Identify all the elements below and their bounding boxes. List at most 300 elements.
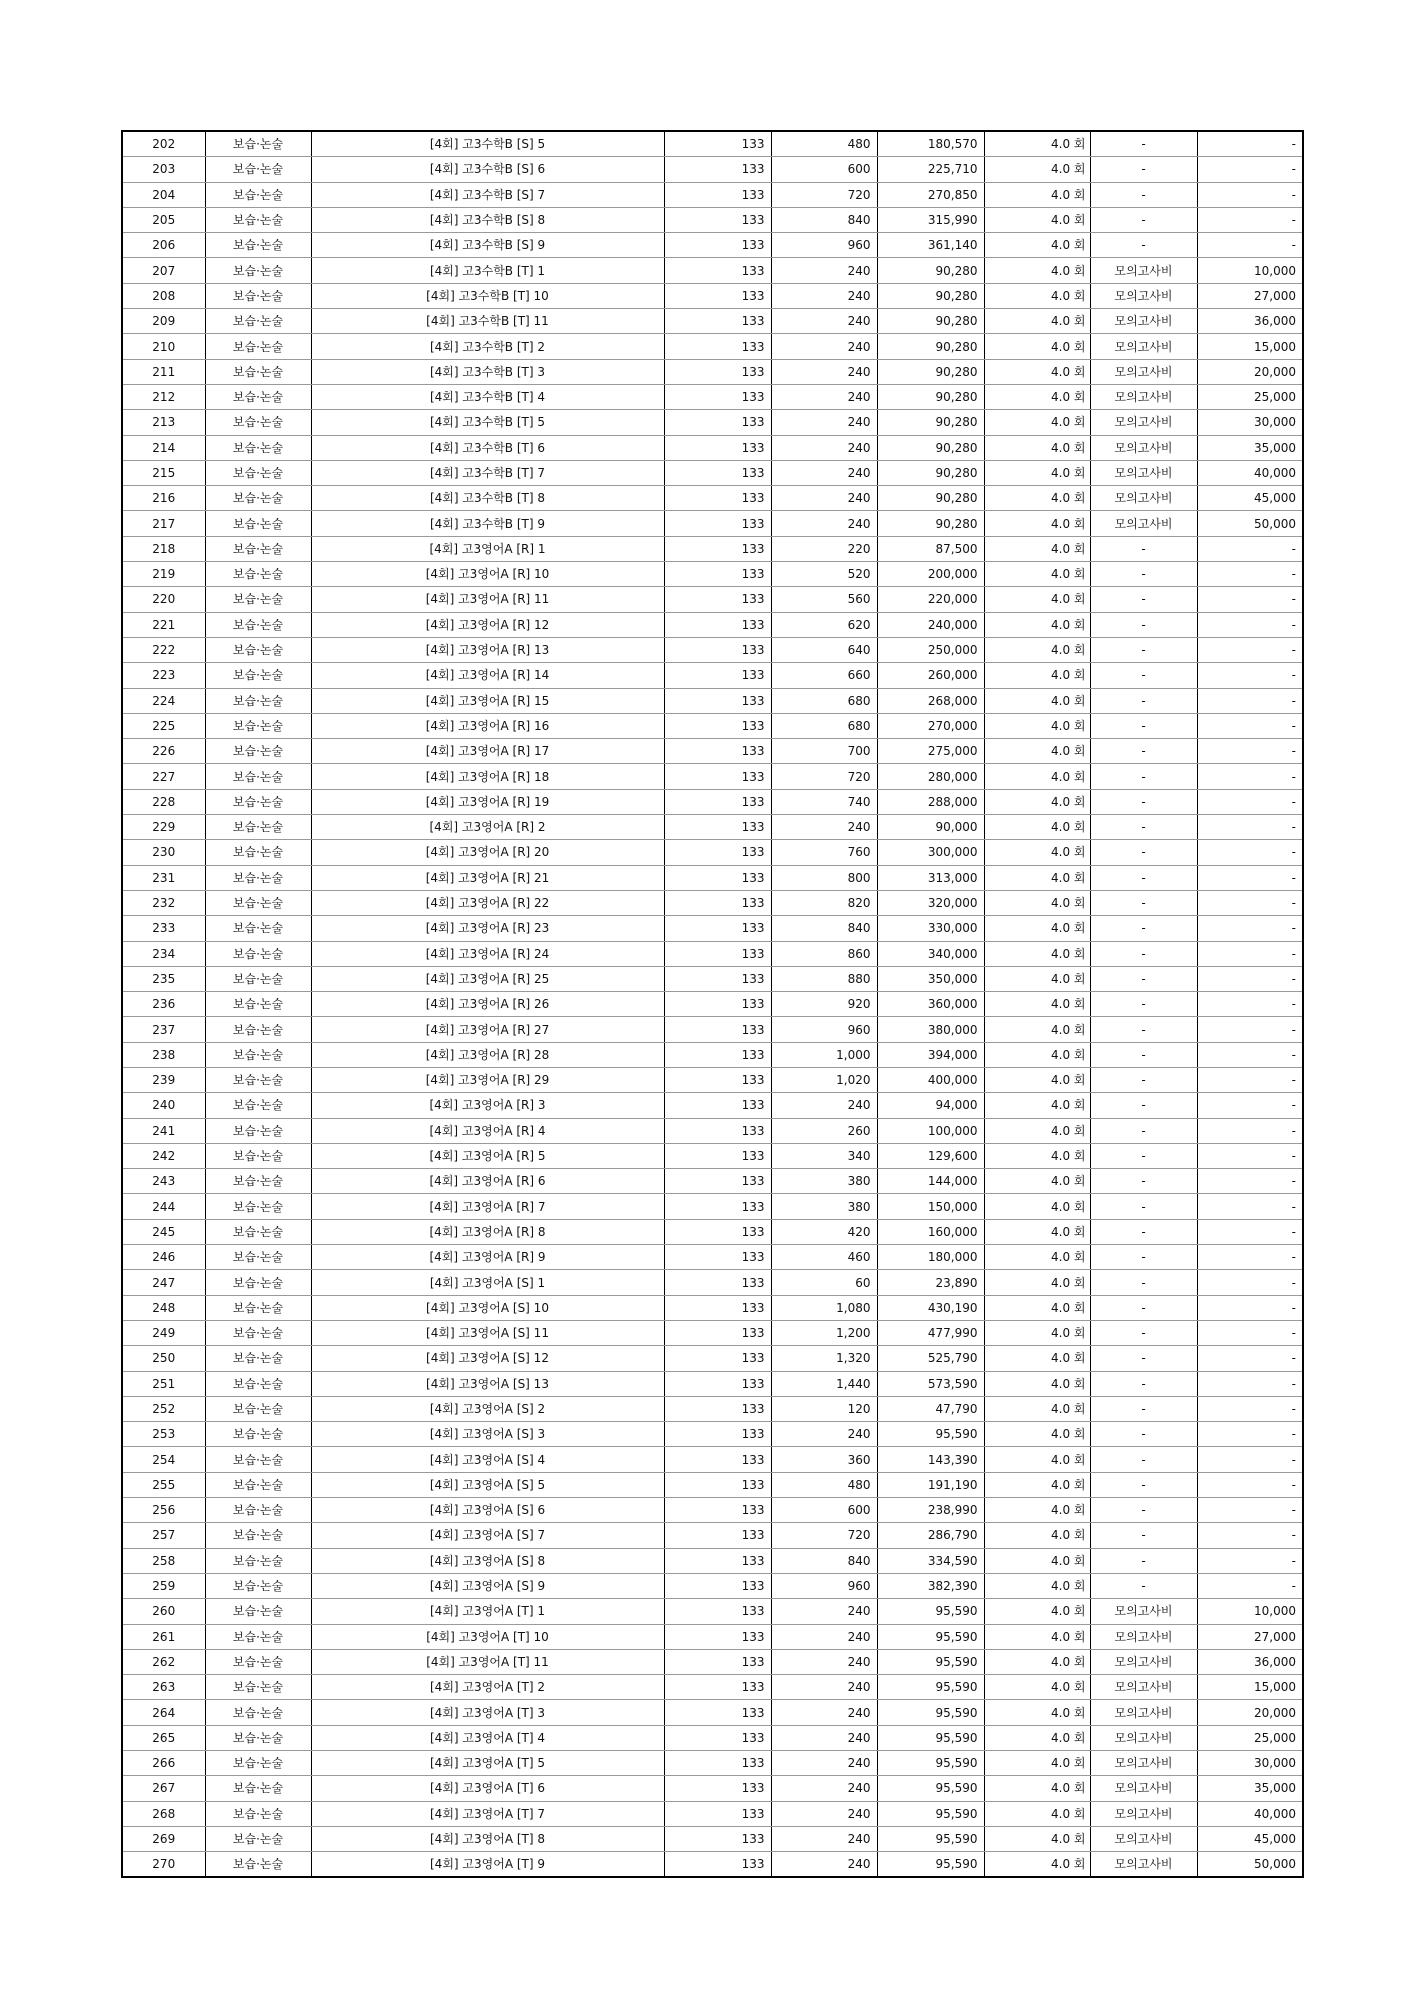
tuition-cell: 300,000: [877, 840, 984, 865]
course-code-cell: 133: [664, 840, 771, 865]
course-name-cell: [4회] 고3영어A [T] 8: [311, 1826, 664, 1851]
row-number-cell: 266: [122, 1751, 205, 1776]
extra-fee-type-cell: 모의고사비: [1090, 460, 1197, 485]
course-code-cell: 133: [664, 1371, 771, 1396]
table-row: [122, 435, 1303, 460]
tuition-cell: 87,500: [877, 536, 984, 561]
course-code-cell: 133: [664, 1624, 771, 1649]
course-name-cell: [4회] 고3수학B [T] 10: [311, 283, 664, 308]
course-name-cell: [4회] 고3영어A [R] 12: [311, 612, 664, 637]
table-row: [122, 612, 1303, 637]
minutes-cell: 800: [771, 865, 877, 890]
extra-fee-amount-cell: -: [1197, 1042, 1303, 1067]
table-row: [122, 1599, 1303, 1624]
tuition-cell: 90,280: [877, 384, 984, 409]
row-number-cell: 239: [122, 1067, 205, 1092]
table-row: [122, 1169, 1303, 1194]
extra-fee-type-cell: -: [1090, 739, 1197, 764]
minutes-cell: 960: [771, 1017, 877, 1042]
course-code-cell: 133: [664, 1599, 771, 1624]
session-count-cell: 4.0 회: [984, 283, 1090, 308]
session-count-cell: 4.0 회: [984, 435, 1090, 460]
table-row: [122, 1042, 1303, 1067]
category-cell: 보습·논술: [205, 840, 311, 865]
extra-fee-amount-cell: -: [1197, 1017, 1303, 1042]
tuition-cell: 90,280: [877, 435, 984, 460]
category-cell: 보습·논술: [205, 1498, 311, 1523]
course-name-cell: [4회] 고3영어A [R] 7: [311, 1194, 664, 1219]
course-name-cell: [4회] 고3영어A [R] 21: [311, 865, 664, 890]
course-name-cell: [4회] 고3수학B [T] 11: [311, 309, 664, 334]
row-number-cell: 234: [122, 941, 205, 966]
session-count-cell: 4.0 회: [984, 1118, 1090, 1143]
table-row: [122, 1396, 1303, 1421]
extra-fee-amount-cell: -: [1197, 941, 1303, 966]
table-row: [122, 1067, 1303, 1092]
extra-fee-type-cell: -: [1090, 612, 1197, 637]
course-code-cell: 133: [664, 688, 771, 713]
course-code-cell: 133: [664, 1725, 771, 1750]
course-name-cell: [4회] 고3수학B [T] 3: [311, 359, 664, 384]
extra-fee-amount-cell: -: [1197, 1472, 1303, 1497]
extra-fee-amount-cell: -: [1197, 1295, 1303, 1320]
course-code-cell: 133: [664, 233, 771, 258]
row-number-cell: 222: [122, 637, 205, 662]
extra-fee-amount-cell: 36,000: [1197, 309, 1303, 334]
minutes-cell: 240: [771, 486, 877, 511]
extra-fee-type-cell: -: [1090, 1118, 1197, 1143]
extra-fee-amount-cell: -: [1197, 157, 1303, 182]
course-name-cell: [4회] 고3영어A [R] 8: [311, 1219, 664, 1244]
extra-fee-type-cell: -: [1090, 764, 1197, 789]
category-cell: 보습·논술: [205, 283, 311, 308]
course-name-cell: [4회] 고3영어A [R] 16: [311, 713, 664, 738]
course-code-cell: 133: [664, 992, 771, 1017]
tuition-cell: 573,590: [877, 1371, 984, 1396]
table-row: [122, 1118, 1303, 1143]
category-cell: 보습·논술: [205, 916, 311, 941]
tuition-cell: 90,280: [877, 486, 984, 511]
minutes-cell: 240: [771, 1725, 877, 1750]
row-number-cell: 250: [122, 1346, 205, 1371]
category-cell: 보습·논술: [205, 789, 311, 814]
course-name-cell: [4회] 고3영어A [S] 3: [311, 1422, 664, 1447]
tuition-cell: 270,000: [877, 713, 984, 738]
extra-fee-type-cell: -: [1090, 890, 1197, 915]
category-cell: 보습·논술: [205, 764, 311, 789]
course-code-cell: 133: [664, 410, 771, 435]
extra-fee-amount-cell: -: [1197, 840, 1303, 865]
course-name-cell: [4회] 고3영어A [T] 5: [311, 1751, 664, 1776]
course-name-cell: [4회] 고3영어A [S] 2: [311, 1396, 664, 1421]
category-cell: 보습·논술: [205, 207, 311, 232]
course-name-cell: [4회] 고3영어A [R] 3: [311, 1093, 664, 1118]
tuition-cell: 288,000: [877, 789, 984, 814]
minutes-cell: 240: [771, 1776, 877, 1801]
course-name-cell: [4회] 고3영어A [R] 1: [311, 536, 664, 561]
row-number-cell: 233: [122, 916, 205, 941]
category-cell: 보습·논술: [205, 1472, 311, 1497]
tuition-cell: 95,590: [877, 1675, 984, 1700]
course-name-cell: [4회] 고3영어A [S] 6: [311, 1498, 664, 1523]
row-number-cell: 254: [122, 1447, 205, 1472]
session-count-cell: 4.0 회: [984, 764, 1090, 789]
session-count-cell: 4.0 회: [984, 1143, 1090, 1168]
session-count-cell: 4.0 회: [984, 688, 1090, 713]
tuition-cell: 330,000: [877, 916, 984, 941]
course-code-cell: 133: [664, 1447, 771, 1472]
table-row: [122, 1093, 1303, 1118]
row-number-cell: 256: [122, 1498, 205, 1523]
row-number-cell: 253: [122, 1422, 205, 1447]
table-row: [122, 182, 1303, 207]
category-cell: 보습·논술: [205, 1169, 311, 1194]
minutes-cell: 660: [771, 663, 877, 688]
category-cell: 보습·논술: [205, 815, 311, 840]
tuition-cell: 382,390: [877, 1573, 984, 1598]
session-count-cell: 4.0 회: [984, 233, 1090, 258]
extra-fee-type-cell: -: [1090, 1447, 1197, 1472]
course-name-cell: [4회] 고3수학B [T] 1: [311, 258, 664, 283]
course-name-cell: [4회] 고3영어A [R] 29: [311, 1067, 664, 1092]
session-count-cell: 4.0 회: [984, 713, 1090, 738]
table-row: [122, 1675, 1303, 1700]
table-row: [122, 1523, 1303, 1548]
extra-fee-type-cell: 모의고사비: [1090, 1675, 1197, 1700]
course-name-cell: [4회] 고3수학B [T] 7: [311, 460, 664, 485]
tuition-cell: 315,990: [877, 207, 984, 232]
minutes-cell: 380: [771, 1194, 877, 1219]
row-number-cell: 245: [122, 1219, 205, 1244]
extra-fee-type-cell: -: [1090, 663, 1197, 688]
session-count-cell: 4.0 회: [984, 384, 1090, 409]
course-code-cell: 133: [664, 1067, 771, 1092]
tuition-cell: 95,590: [877, 1624, 984, 1649]
course-name-cell: [4회] 고3영어A [S] 7: [311, 1523, 664, 1548]
course-name-cell: [4회] 고3영어A [R] 19: [311, 789, 664, 814]
session-count-cell: 4.0 회: [984, 890, 1090, 915]
course-code-cell: 133: [664, 1801, 771, 1826]
row-number-cell: 255: [122, 1472, 205, 1497]
session-count-cell: 4.0 회: [984, 789, 1090, 814]
course-code-cell: 133: [664, 359, 771, 384]
row-number-cell: 267: [122, 1776, 205, 1801]
extra-fee-type-cell: -: [1090, 536, 1197, 561]
course-code-cell: 133: [664, 258, 771, 283]
tuition-cell: 225,710: [877, 157, 984, 182]
session-count-cell: 4.0 회: [984, 562, 1090, 587]
table-row: [122, 739, 1303, 764]
table-row: [122, 637, 1303, 662]
tuition-cell: 150,000: [877, 1194, 984, 1219]
row-number-cell: 208: [122, 283, 205, 308]
course-code-cell: 133: [664, 1573, 771, 1598]
minutes-cell: 460: [771, 1245, 877, 1270]
minutes-cell: 240: [771, 1700, 877, 1725]
minutes-cell: 1,020: [771, 1067, 877, 1092]
course-name-cell: [4회] 고3영어A [R] 20: [311, 840, 664, 865]
extra-fee-type-cell: 모의고사비: [1090, 258, 1197, 283]
minutes-cell: 420: [771, 1219, 877, 1244]
table-row: [122, 713, 1303, 738]
tuition-cell: 90,280: [877, 460, 984, 485]
tuition-cell: 268,000: [877, 688, 984, 713]
extra-fee-amount-cell: -: [1197, 1270, 1303, 1295]
table-row: [122, 283, 1303, 308]
minutes-cell: 760: [771, 840, 877, 865]
course-name-cell: [4회] 고3영어A [R] 27: [311, 1017, 664, 1042]
extra-fee-type-cell: -: [1090, 131, 1197, 157]
course-name-cell: [4회] 고3수학B [S] 6: [311, 157, 664, 182]
row-number-cell: 258: [122, 1548, 205, 1573]
extra-fee-amount-cell: -: [1197, 1573, 1303, 1598]
table-row: [122, 1346, 1303, 1371]
extra-fee-amount-cell: 50,000: [1197, 511, 1303, 536]
course-code-cell: 133: [664, 207, 771, 232]
session-count-cell: 4.0 회: [984, 1649, 1090, 1674]
tuition-cell: 129,600: [877, 1143, 984, 1168]
course-name-cell: [4회] 고3영어A [T] 4: [311, 1725, 664, 1750]
minutes-cell: 520: [771, 562, 877, 587]
minutes-cell: 240: [771, 1624, 877, 1649]
table-row: [122, 207, 1303, 232]
extra-fee-type-cell: -: [1090, 1573, 1197, 1598]
table-row: [122, 1422, 1303, 1447]
session-count-cell: 4.0 회: [984, 309, 1090, 334]
course-code-cell: 133: [664, 789, 771, 814]
extra-fee-amount-cell: 20,000: [1197, 1700, 1303, 1725]
category-cell: 보습·논술: [205, 1649, 311, 1674]
session-count-cell: 4.0 회: [984, 1346, 1090, 1371]
row-number-cell: 257: [122, 1523, 205, 1548]
category-cell: 보습·논술: [205, 1396, 311, 1421]
extra-fee-amount-cell: 35,000: [1197, 435, 1303, 460]
category-cell: 보습·논술: [205, 1093, 311, 1118]
category-cell: 보습·논술: [205, 1700, 311, 1725]
session-count-cell: 4.0 회: [984, 612, 1090, 637]
tuition-cell: 238,990: [877, 1498, 984, 1523]
course-code-cell: 133: [664, 1472, 771, 1497]
category-cell: 보습·논술: [205, 1245, 311, 1270]
extra-fee-type-cell: 모의고사비: [1090, 384, 1197, 409]
extra-fee-amount-cell: -: [1197, 1447, 1303, 1472]
extra-fee-amount-cell: -: [1197, 536, 1303, 561]
course-code-cell: 133: [664, 1523, 771, 1548]
row-number-cell: 204: [122, 182, 205, 207]
category-cell: 보습·논술: [205, 941, 311, 966]
tuition-cell: 160,000: [877, 1219, 984, 1244]
minutes-cell: 240: [771, 1675, 877, 1700]
row-number-cell: 216: [122, 486, 205, 511]
extra-fee-type-cell: -: [1090, 1067, 1197, 1092]
course-code-cell: 133: [664, 713, 771, 738]
tuition-table: [121, 130, 1302, 1878]
extra-fee-amount-cell: 45,000: [1197, 486, 1303, 511]
course-name-cell: [4회] 고3영어A [T] 3: [311, 1700, 664, 1725]
category-cell: 보습·논술: [205, 536, 311, 561]
minutes-cell: 680: [771, 688, 877, 713]
extra-fee-amount-cell: -: [1197, 637, 1303, 662]
extra-fee-amount-cell: 35,000: [1197, 1776, 1303, 1801]
minutes-cell: 1,080: [771, 1295, 877, 1320]
course-code-cell: 133: [664, 1219, 771, 1244]
session-count-cell: 4.0 회: [984, 840, 1090, 865]
extra-fee-type-cell: 모의고사비: [1090, 511, 1197, 536]
category-cell: 보습·논술: [205, 562, 311, 587]
session-count-cell: 4.0 회: [984, 1295, 1090, 1320]
data-table: [121, 130, 1304, 1878]
extra-fee-type-cell: -: [1090, 966, 1197, 991]
row-number-cell: 220: [122, 587, 205, 612]
category-cell: 보습·논술: [205, 1624, 311, 1649]
table-row: [122, 562, 1303, 587]
category-cell: 보습·논술: [205, 1320, 311, 1345]
category-cell: 보습·논술: [205, 1447, 311, 1472]
tuition-cell: 286,790: [877, 1523, 984, 1548]
table-row: [122, 815, 1303, 840]
tuition-cell: 240,000: [877, 612, 984, 637]
category-cell: 보습·논술: [205, 865, 311, 890]
course-code-cell: 133: [664, 890, 771, 915]
row-number-cell: 210: [122, 334, 205, 359]
tuition-cell: 380,000: [877, 1017, 984, 1042]
extra-fee-type-cell: -: [1090, 916, 1197, 941]
category-cell: 보습·논술: [205, 1042, 311, 1067]
table-row: [122, 131, 1303, 157]
tuition-cell: 95,590: [877, 1599, 984, 1624]
row-number-cell: 209: [122, 309, 205, 334]
row-number-cell: 221: [122, 612, 205, 637]
extra-fee-amount-cell: 20,000: [1197, 359, 1303, 384]
category-cell: 보습·논술: [205, 890, 311, 915]
row-number-cell: 260: [122, 1599, 205, 1624]
extra-fee-amount-cell: -: [1197, 562, 1303, 587]
extra-fee-amount-cell: -: [1197, 612, 1303, 637]
session-count-cell: 4.0 회: [984, 1573, 1090, 1598]
tuition-cell: 95,590: [877, 1725, 984, 1750]
tuition-cell: 394,000: [877, 1042, 984, 1067]
session-count-cell: 4.0 회: [984, 1751, 1090, 1776]
row-number-cell: 213: [122, 410, 205, 435]
table-row: [122, 1751, 1303, 1776]
table-row: [122, 460, 1303, 485]
course-code-cell: 133: [664, 1826, 771, 1851]
extra-fee-type-cell: -: [1090, 1194, 1197, 1219]
table-row: [122, 1548, 1303, 1573]
minutes-cell: 1,440: [771, 1371, 877, 1396]
session-count-cell: 4.0 회: [984, 1320, 1090, 1345]
session-count-cell: 4.0 회: [984, 1826, 1090, 1851]
minutes-cell: 240: [771, 1826, 877, 1851]
category-cell: 보습·논술: [205, 460, 311, 485]
extra-fee-type-cell: 모의고사비: [1090, 486, 1197, 511]
extra-fee-amount-cell: -: [1197, 1093, 1303, 1118]
row-number-cell: 259: [122, 1573, 205, 1598]
category-cell: 보습·논술: [205, 1751, 311, 1776]
table-row: [122, 966, 1303, 991]
course-code-cell: 133: [664, 1093, 771, 1118]
minutes-cell: 380: [771, 1169, 877, 1194]
extra-fee-amount-cell: -: [1197, 916, 1303, 941]
row-number-cell: 227: [122, 764, 205, 789]
extra-fee-type-cell: -: [1090, 941, 1197, 966]
session-count-cell: 4.0 회: [984, 258, 1090, 283]
minutes-cell: 560: [771, 587, 877, 612]
session-count-cell: 4.0 회: [984, 941, 1090, 966]
session-count-cell: 4.0 회: [984, 460, 1090, 485]
category-cell: 보습·논술: [205, 384, 311, 409]
course-name-cell: [4회] 고3영어A [S] 13: [311, 1371, 664, 1396]
category-cell: 보습·논술: [205, 1852, 311, 1878]
course-name-cell: [4회] 고3영어A [T] 10: [311, 1624, 664, 1649]
minutes-cell: 1,000: [771, 1042, 877, 1067]
extra-fee-type-cell: 모의고사비: [1090, 1725, 1197, 1750]
row-number-cell: 247: [122, 1270, 205, 1295]
extra-fee-type-cell: 모의고사비: [1090, 334, 1197, 359]
minutes-cell: 880: [771, 966, 877, 991]
table-row: [122, 587, 1303, 612]
minutes-cell: 240: [771, 1599, 877, 1624]
extra-fee-amount-cell: -: [1197, 663, 1303, 688]
session-count-cell: 4.0 회: [984, 1093, 1090, 1118]
session-count-cell: 4.0 회: [984, 663, 1090, 688]
minutes-cell: 840: [771, 207, 877, 232]
category-cell: 보습·논술: [205, 1346, 311, 1371]
course-name-cell: [4회] 고3영어A [S] 10: [311, 1295, 664, 1320]
category-cell: 보습·논술: [205, 1371, 311, 1396]
table-row: [122, 1270, 1303, 1295]
course-name-cell: [4회] 고3영어A [S] 5: [311, 1472, 664, 1497]
extra-fee-amount-cell: 15,000: [1197, 334, 1303, 359]
table-row: [122, 764, 1303, 789]
tuition-cell: 95,590: [877, 1422, 984, 1447]
course-code-cell: 133: [664, 283, 771, 308]
extra-fee-amount-cell: -: [1197, 1194, 1303, 1219]
tuition-cell: 90,280: [877, 334, 984, 359]
course-name-cell: [4회] 고3영어A [T] 7: [311, 1801, 664, 1826]
course-code-cell: 133: [664, 384, 771, 409]
course-name-cell: [4회] 고3수학B [T] 6: [311, 435, 664, 460]
tuition-cell: 90,280: [877, 511, 984, 536]
extra-fee-type-cell: -: [1090, 1093, 1197, 1118]
row-number-cell: 225: [122, 713, 205, 738]
course-code-cell: 133: [664, 1498, 771, 1523]
table-row: [122, 890, 1303, 915]
category-cell: 보습·논술: [205, 1573, 311, 1598]
minutes-cell: 340: [771, 1143, 877, 1168]
session-count-cell: 4.0 회: [984, 1396, 1090, 1421]
course-name-cell: [4회] 고3영어A [S] 1: [311, 1270, 664, 1295]
session-count-cell: 4.0 회: [984, 334, 1090, 359]
table-row: [122, 233, 1303, 258]
tuition-cell: 144,000: [877, 1169, 984, 1194]
extra-fee-amount-cell: 10,000: [1197, 1599, 1303, 1624]
category-cell: 보습·논술: [205, 1295, 311, 1320]
extra-fee-amount-cell: -: [1197, 1523, 1303, 1548]
extra-fee-amount-cell: -: [1197, 966, 1303, 991]
extra-fee-amount-cell: 27,000: [1197, 1624, 1303, 1649]
extra-fee-amount-cell: -: [1197, 1169, 1303, 1194]
minutes-cell: 820: [771, 890, 877, 915]
minutes-cell: 920: [771, 992, 877, 1017]
minutes-cell: 480: [771, 131, 877, 157]
row-number-cell: 242: [122, 1143, 205, 1168]
course-code-cell: 133: [664, 182, 771, 207]
row-number-cell: 214: [122, 435, 205, 460]
minutes-cell: 600: [771, 157, 877, 182]
tuition-cell: 90,280: [877, 359, 984, 384]
category-cell: 보습·논술: [205, 992, 311, 1017]
